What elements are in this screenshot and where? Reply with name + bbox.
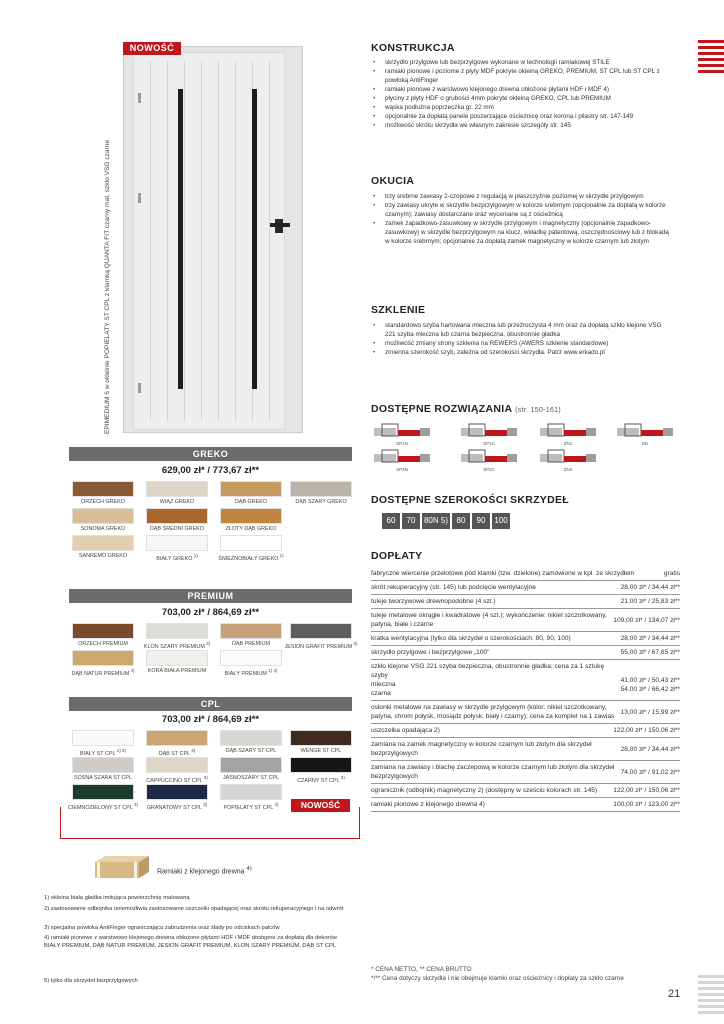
surcharge-desc: kratka wentylacyjna (tylko dla skrzydeł o szerokościach: 80, 90, 100)	[371, 635, 571, 642]
szklenie-list	[371, 321, 671, 357]
glass-strip-left	[178, 89, 183, 389]
solutions-title: DOSTĘPNE ROZWIĄZANIA (str. 150-161)	[371, 403, 562, 415]
door-leaf	[133, 52, 285, 430]
width-option: 80	[452, 513, 470, 529]
door-image	[123, 46, 303, 433]
swatch-label: JASNOSZARY ST CPL	[222, 775, 280, 781]
surcharge-price: 100,00 zł* / 123,00 zł**	[613, 801, 680, 808]
swatch	[290, 730, 352, 746]
list-item: • opcjonalnie za dopłatą panele poszerzające ościeżnicę oraz korona i pilastry str. 147-149	[371, 112, 671, 121]
swatch-label: KORA BIAŁA PREMIUM	[147, 668, 207, 674]
surcharge-price: 74,00 zł* / 91,02 zł**	[620, 768, 680, 776]
swatch-label: JESION GRAFIT PREMIUM $^{3)}$	[284, 641, 358, 650]
swatch-label: ORZECH PREMIUM	[78, 641, 128, 647]
list-item: • ramiaki pionowe i poziome z płyty MDF pokryte okleiną GREKO, PREMIUM, ST CPL lub ST CPL z powłoką AntiFinger	[371, 67, 671, 85]
surcharge-row	[371, 701, 680, 724]
swatch-label: WENGE ST CPL	[300, 748, 342, 754]
surcharge-price: 41,00 zł* / 50,43 zł** 54,00 zł* / 66,42 zł**	[620, 676, 680, 693]
surcharge-row	[371, 595, 680, 609]
swatch-label: SOSNA SZARA ST CPL	[73, 775, 133, 781]
szklenie-title: SZKLENIE	[371, 304, 426, 316]
swatch-label: SANREMO GREKO	[78, 553, 128, 559]
surcharge-price: 28,00 zł* / 34,44 zł**	[620, 635, 680, 642]
hinge	[138, 93, 141, 103]
list-item: • standardowo szyba hartowana mleczna lub przeźroczysta 4 mm oraz za dopłatą szkło klejone VSG 221 szyba mleczna lub czarna bezpieczna, obustronnie gładka	[371, 321, 671, 339]
swatch	[220, 757, 282, 773]
swatch	[220, 730, 282, 746]
solution-label: SP1C	[483, 441, 495, 446]
solution-label: ZN2	[563, 467, 573, 472]
width-option: 90	[472, 513, 490, 529]
surcharge-desc: tuleje metalowe okrągłe i kwadratowe (4 szt.); wykończenie: nikiel szczotkowany, patyna, białe i czarne	[371, 612, 607, 628]
swatch	[146, 730, 208, 746]
surcharge-desc: tuleje tworzywowe drewnopodobne (4 szt.)	[371, 598, 496, 605]
swatch	[72, 784, 134, 800]
swatch	[220, 784, 282, 800]
swatch-label: CIEMNOZIELONY ST CPL $^{3)}$	[67, 802, 139, 811]
swatch	[72, 757, 134, 773]
swatch	[146, 623, 208, 639]
price-note-2: */** Cena dotyczy skrzydła i nie obejmuje klamki oraz ościeżnicy i dopłaty za szkło czarne	[371, 975, 624, 982]
footnote: 1) okleina biała gładka imitująca powierzchnię malowaną	[44, 895, 190, 901]
swatch	[290, 757, 352, 773]
solution-label: SP2N	[396, 467, 408, 472]
swatch	[220, 650, 282, 666]
swatch	[146, 757, 208, 773]
solution-diagram	[540, 448, 596, 468]
swatch	[220, 481, 282, 497]
door-handle	[270, 223, 290, 227]
swatch	[146, 784, 208, 800]
okucia-title: OKUCIA	[371, 175, 415, 187]
footnote: 2) zastosowanie odbojnika uniemożliwia zastosowanie uszczelki opadającej oraz skrótu rekuperacyjnego i na odwrót	[44, 906, 344, 912]
swatch	[72, 623, 134, 639]
solution-diagram	[374, 448, 430, 468]
list-item: • możliwość zmiany strony szklenia na REWERS (AWERS szklenie standardowe)	[371, 339, 671, 348]
hinge	[138, 383, 141, 393]
list-item: • płyciny z płyty HDF o grubości 4mm pokryte okleiną GREKO, CPL lub PREMIUM	[371, 94, 671, 103]
surcharge-desc: uszczelka opadająca 2)	[371, 727, 440, 734]
swatch-label: BIAŁY ST CPL $^{1) 3)}$	[80, 748, 126, 757]
swatch	[72, 508, 134, 524]
cpl-header: CPL	[69, 697, 352, 711]
footnote: 3) specjalna powłoka AntiFinger ograniczająca zabrudzenia oraz ślady po odciskach palców	[44, 925, 280, 931]
surcharge-row	[371, 646, 680, 660]
surcharge-desc: szkło klejone VSG 221 szyba bezpieczna, obustronnie gładka; cena za 1 sztukę szyby mleczna czarna	[371, 663, 605, 697]
swatch-label: WIĄZ GREKO	[159, 499, 195, 505]
list-item: • skrzydło przylgowe lub bezprzylgowe wykonane w technologii ramiakowej STILE	[371, 58, 671, 67]
swatch	[220, 508, 282, 524]
swatch	[146, 508, 208, 524]
swatch-label: CAPPUCCINO ST CPL $^{3)}$	[146, 775, 208, 784]
swatch-label: DĄB ŚREDNI GREKO	[150, 526, 204, 532]
konstrukcja-title: KONSTRUKCJA	[371, 42, 455, 54]
solution-label: DD	[641, 441, 649, 446]
cpl-price: 703,00 zł* / 864,69 zł**	[161, 714, 260, 725]
surcharge-desc: ogranicznik (odbojnik) magnetyczny 2) (dostępny w sześciu kolorach str. 145)	[371, 787, 598, 794]
width-option: 80N 5)	[422, 513, 450, 529]
surcharge-price: 55,00 zł* / 67,65 zł**	[620, 649, 680, 656]
solution-label: ZN1	[563, 441, 573, 446]
swatch	[290, 481, 352, 497]
surcharge-row	[371, 660, 680, 701]
surcharge-desc: skrót rekuperacyjny (str. 145) lub podcięcie wentylacyjne	[371, 584, 536, 591]
swatch-label: BIAŁY GREKO $^{1)}$	[156, 553, 198, 562]
page-number: 21	[668, 988, 681, 1000]
surcharges-table	[371, 567, 680, 812]
footnote: 4) ramiaki pionowe z warstwowo klejonego drewna obłożone płytami HDF i MDF dostępne za dopłatą dla dekorów BIAŁY PREMIUM, DĄB NATUR PREMIUM, JESION GRAFIT PREMIUM, KLON SZARY PREMIUM, DĄB ST CPL	[44, 935, 337, 949]
surcharge-price: 109,00 zł* / 134,07 zł**	[613, 616, 680, 624]
list-item: • zamek zapadkowo-zasuwkowy w skrzydle przylgowym i magnetyczny (opcjonalnie zapadkowo-zasuwkowy) w skrzydle bezprzylgowym na klucz, wkładkę patentową, oszczędnościowy lub z blokadą w kolorze srebrnym; opcjonalnie za dopłatą zamek magnetyczny w kolorze czarnym lub złotym	[371, 219, 671, 246]
swatch-label: BIAŁY PREMIUM $^{1) 4)}$	[224, 668, 278, 677]
swatch-label: KLON SZARY PREMIUM $^{3)}$	[143, 641, 211, 650]
list-item: • zmienna szerokość szyb, zależna od szerokości skrzydła. Patrz www.erkado.pl	[371, 348, 671, 357]
solution-label: SP1N	[396, 441, 408, 446]
width-option: 70	[402, 513, 420, 529]
surcharges-title: DOPŁATY	[371, 550, 423, 562]
swatch-label: SONOMA GREKO	[80, 526, 126, 532]
solution-label: SP2C	[483, 467, 495, 472]
surcharge-price: 122,00 zł* / 150,06 zł**	[613, 787, 680, 794]
surcharge-desc: fabryczne wiercenie przelotowe pod klamki (tzw. dzielone) zamówione w kpl. ze skrzydłem	[371, 570, 635, 577]
konstrukcja-list	[371, 58, 671, 130]
swatch	[72, 535, 134, 551]
surcharge-row	[371, 609, 680, 632]
wood-frame-image	[95, 856, 149, 878]
solution-diagram	[617, 422, 673, 442]
swatch	[146, 535, 208, 551]
surcharge-desc: zamiana na zawiasy i blachę zaczepową w kolorze czarnym lub złotym dla skrzydeł bezprzylgowych	[371, 764, 615, 780]
list-item: • trzy zawiasy ukryte w skrzydle bezprzylgowym w kolorze srebrnym (opcjonalnie za dopłatą w kolorze czarnym); zawiasy dostarczane oraz wyceniane są z ościeżnicą	[371, 201, 671, 219]
swatch-label: ŚNIEŻNOBIAŁY GREKO $^{1)}$	[218, 553, 284, 562]
surcharge-desc: osłonki metalowe na zawiasy w skrzydle przylgowym (kolor: nikiel szczotkowany, patyna, chrom połysk, mosiądz połysk, biały i czarny); cena za komplet na 1 zawias	[371, 704, 615, 720]
surcharge-price: 28,00 zł* / 34,44 zł**	[620, 745, 680, 753]
okucia-list	[371, 192, 671, 246]
swatch-label: DĄB GREKO	[234, 499, 268, 505]
widths-title: DOSTĘPNE SZEROKOŚCI SKRZYDEŁ	[371, 494, 570, 506]
solution-diagram	[461, 422, 517, 442]
footnote: 5) tylko dla skrzydeł bezprzylgowych	[44, 978, 138, 984]
swatch	[220, 623, 282, 639]
swatch-label: DĄB SZARY ST CPL	[225, 748, 277, 754]
surcharge-row	[371, 761, 680, 784]
surcharge-price: gratis	[663, 570, 680, 577]
swatch-label: GRANATOWY ST CPL $^{3)}$	[146, 802, 208, 811]
swatch	[220, 535, 282, 551]
surcharge-price: 13,00 zł* / 15,99 zł**	[620, 708, 680, 716]
hinge	[138, 193, 141, 203]
swatch	[290, 623, 352, 639]
surcharge-desc: ramiaki pionowe z klejonego drewna 4)	[371, 801, 485, 808]
greko-price: 629,00 zł* / 773,67 zł**	[161, 465, 260, 476]
door-caption: EPIMEDIUM 6 w okleinie POPIELATY ST CPL z klamką QUANTA FIT czarny mat, szkło VSG czarne	[104, 139, 111, 434]
swatch-label: DĄB ST CPL $^{4)}$	[158, 748, 196, 757]
new-badge: NOWOŚĆ	[123, 42, 181, 55]
swatch	[72, 650, 134, 666]
glass-strip-right	[252, 89, 257, 389]
surcharge-row	[371, 581, 680, 595]
swatch	[146, 650, 208, 666]
surcharge-desc: zamiana na zamek magnetyczny w kolorze czarnym lub złotym dla skrzydeł bezprzylgowych	[371, 741, 592, 757]
new-badge-cpl: NOWOŚĆ	[291, 799, 350, 812]
swatch-label: ZŁOTY DĄB GREKO	[225, 526, 277, 532]
swatch-label: ORZECH GREKO	[81, 499, 125, 505]
price-notes	[371, 965, 680, 983]
solution-diagram	[540, 422, 596, 442]
list-item: • ramiaki pionowe z warstwowo klejonego drewna obłożone płytami HDF i MDF 4)	[371, 85, 671, 94]
surcharge-row	[371, 798, 680, 812]
swatch	[72, 481, 134, 497]
solution-diagram	[374, 422, 430, 442]
price-note-1: * CENA NETTO, ** CENA BRUTTO	[371, 966, 472, 973]
surcharge-row	[371, 724, 680, 738]
list-item: • trzy srebrne zawiasy 2-czopowe z regulacją w płaszczyźnie poziomej w skrzydle przylgowym	[371, 192, 671, 201]
swatch-label: DĄB NATUR PREMIUM $^{4)}$	[71, 668, 135, 677]
width-option: 100	[492, 513, 510, 529]
swatch	[146, 481, 208, 497]
swatch-label: CZARNY ST CPL $^{3)}$	[297, 775, 345, 784]
surcharge-price: 21,00 zł* / 25,83 zł**	[620, 598, 680, 605]
footer-stripes	[698, 975, 724, 1017]
surcharge-row	[371, 784, 680, 798]
list-item: • wąska podłużna poprzeczka gr. 22 mm	[371, 103, 671, 112]
list-item: • możliwość skrótu skrzydła we własnym zakresie szczegóły str. 145	[371, 121, 671, 130]
swatch-label: DĄB SZARY GREKO	[295, 499, 347, 505]
swatch-label: DĄB PREMIUM	[231, 641, 271, 647]
wood-frame-label: Ramiaki z klejonego drewna $^{4)}$	[157, 866, 252, 876]
surcharge-row	[371, 632, 680, 646]
brand-stripes	[698, 40, 724, 76]
surcharge-row	[371, 567, 680, 581]
premium-price: 703,00 zł* / 864,69 zł**	[161, 607, 260, 618]
surcharge-price: 122,00 zł* / 150,06 zł**	[613, 727, 680, 734]
width-option: 60	[382, 513, 400, 529]
surcharge-row	[371, 738, 680, 761]
swatch-label: POPIELATY ST CPL $^{3)}$	[223, 802, 279, 811]
greko-header: GREKO	[69, 447, 352, 461]
surcharge-price: 28,00 zł* / 34,44 zł**	[620, 584, 680, 591]
surcharge-desc: skrzydło przylgowe i bezprzylgowe „100”	[371, 649, 490, 656]
solution-diagram	[461, 448, 517, 468]
premium-header: PREMIUM	[69, 589, 352, 603]
swatch	[72, 730, 134, 746]
